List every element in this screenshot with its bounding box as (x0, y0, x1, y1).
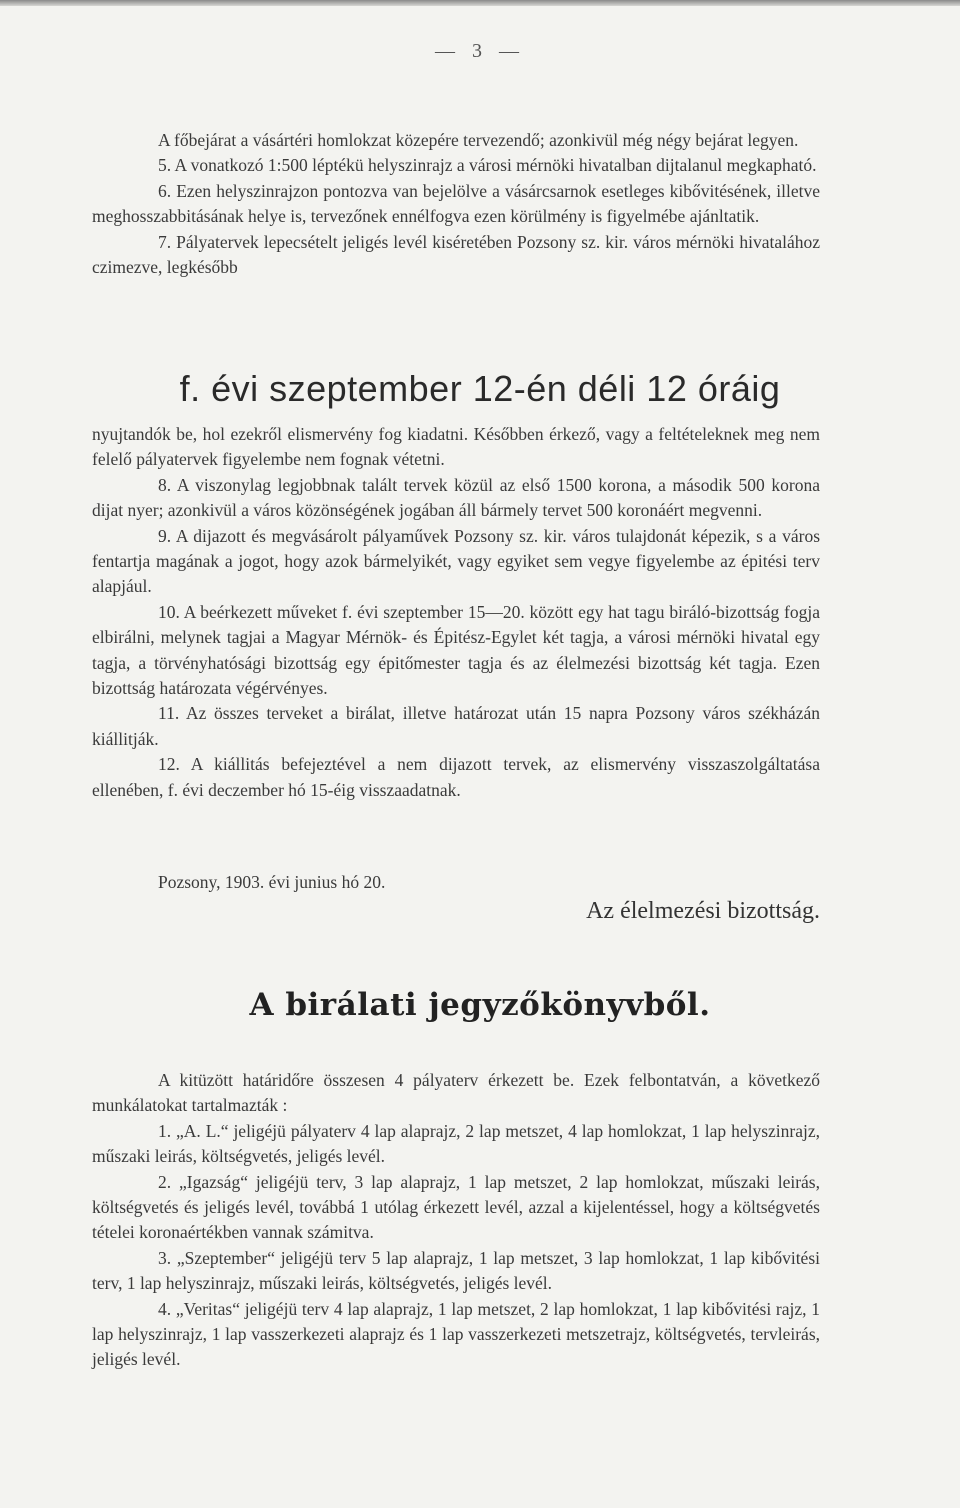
paragraph-rule-6: 6. Ezen helyszinrajzon pontozva van bejelölve a vásárcsarnok esetleges kibővitésének, illetve meghosszabbitásának helye is, tervezőnek ennélfogva ezen körülmény is figyelmébe ajánltatik. (92, 180, 820, 227)
report-title: A birálati jegyzőkönyvből. (249, 987, 711, 1023)
report-item-2: 2. „Igazság“ jeligéjü terv, 3 lap alaprajz, 1 lap metszet, 2 lap homlokzat, műszaki leirás, költségvetés és jeligés levél, továbbá 1 utólag érkezett levél, azzal a kijelentéssel, hogy a költségvetés tételei koronaértékben vannak számitva. (92, 1171, 820, 1243)
paragraph-main-entrance: A főbejárat a vásártéri homlokzat közepére tervezendő; azonkivül még négy bejárat legyen. (158, 130, 799, 150)
paragraph-submission: nyujtandók be, hol ezekről elismervény fog kiadatni. Későbben érkező, vagy a feltételeknek meg nem felelő pályatervek figyelembe nem fognak vétetni. (92, 424, 820, 470)
page-top-edge (0, 0, 960, 6)
paragraph-rule-8: 8. A viszonylag legjobbnak talált tervek közül az első 1500 korona, a második 500 korona dijat nyer; azonkivül a város közönségének jogában áll bármely tervet 500 koronáért megvenni. (92, 474, 820, 521)
report-intro: A kitüzött határidőre összesen 4 pályaterv érkezett be. Ezek felbontatván, a következő munkálatokat tartalmazták : (92, 1070, 820, 1116)
signature-date: Pozsony, 1903. évi junius hó 20. (158, 872, 386, 892)
page-number: — 3 — (435, 40, 525, 62)
paragraph-rule-11: 11. Az összes terveket a birálat, illetve határozat után 15 napra Pozsony város székházán kiállitják. (92, 703, 820, 749)
paragraph-rule-12: 12. A kiállitás befejeztével a nem dijazott tervek, az elismervény visszaszolgáltatása ellenében, f. évi deczember hó 15-éig visszaadatnak. (92, 754, 820, 800)
rules-block-2 (92, 422, 820, 803)
paragraph-rule-7: 7. Pályatervek lepecsételt jeligés levél kiséretében Pozsony sz. kir. város mérnöki hivatalához czimezve, legkésőbb (92, 231, 820, 278)
deadline-heading: f. évi szeptember 12-én déli 12 óráig (179, 368, 781, 409)
paragraph-rule-10: 10. A beérkezett műveket f. évi szeptember 15—20. között egy hat tagu biráló-bizottság fogja elbirálni, melynek tagjai a Magyar Mérnök- és Épitész-Egylet két tagja, a városi mérnöki hivatal egy tagja, a törvényhatósági bizottság egy épitőmester tagja és az élelmezési bizottság két tagja. Ezen bizottság határozata végérvényes. (92, 601, 820, 699)
signature-committee: Az élelmezési bizottság. (586, 898, 820, 924)
report-item-3: 3. „Szeptember“ jeligéjü terv 5 lap alaprajz, 1 lap metszet, 3 lap homlokzat, 1 lap kibővitési terv, 1 lap helyszinrajz, műszaki leirás, költségvetés, jeligés levél. (92, 1247, 820, 1294)
paragraph-rule-9: 9. A dijazott és megvásárolt pályaművek Pozsony sz. kir. város tulajdonát képezik, s a város fentartja magának a jogot, hogy azok bármelyikét, vagy egyiket sem vegye figyelembe az épitési terv alapjául. (92, 525, 820, 597)
rules-block-1 (92, 128, 820, 280)
report-item-1: 1. „A. L.“ jeligéjü pályaterv 4 lap alaprajz, 2 lap metszet, 4 lap homlokzat, 1 lap helyszinrajz, műszaki leirás, költségvetés, jeligés levél. (92, 1120, 820, 1167)
report-item-4: 4. „Veritas“ jeligéjü terv 4 lap alaprajz, 1 lap metszet, 2 lap homlokzat, 1 lap kibővitési rajz, 1 lap helyszinrajz, 1 lap vasszerkezeti alaprajz és 1 lap vasszerkezeti metszetrajz, költségvetés, tervleirás, jeligés levél. (92, 1298, 820, 1370)
report-block (92, 1068, 820, 1373)
paragraph-rule-5: 5. A vonatkozó 1:500 léptékü helyszinrajz a városi mérnöki hivatalban dijtalanul megkapható. (158, 155, 817, 176)
